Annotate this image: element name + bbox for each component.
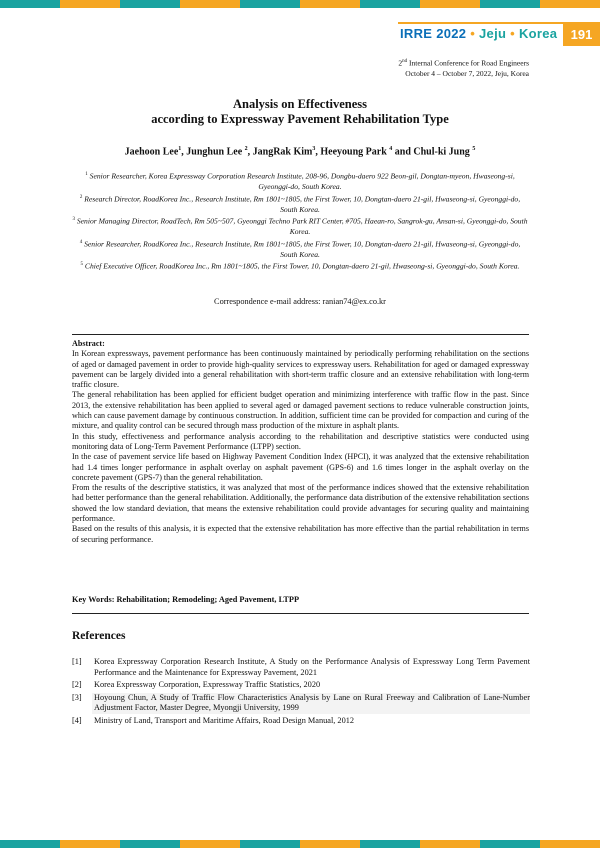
reference-text: Korea Expressway Corporation Research Institute, A Study on the Performance Analysis of Expressway Long Term Pavement Performance and the Maintenance for Expressway Pavement, 2021 [94, 657, 530, 677]
conference-year: 2022 [436, 26, 467, 41]
affiliation-text: Chief Executive Officer, RoadKorea Inc., Rm 1801~1805, the First Tower, 10, Dongtan-daero 21-gil, Hwaseong-si, Gyeonggi-do, South Korea. [83, 261, 520, 271]
stripe-segment [60, 840, 120, 848]
conference-place-2: Korea [518, 26, 558, 41]
abstract-paragraph: In the case of pavement service life based on Highway Pavement Condition Index (HPCI), it was analyzed that the extensive rehabilitation had 1.4 times longer performance in asphalt overlay on asphalt pavement (GPS-6) and 1.6 times longer in the asphalt overlay on the concrete pavement (GPS-7) than the general rehabilitation. [72, 452, 529, 482]
reference-item [72, 657, 530, 678]
affiliation-num: 4 [79, 239, 83, 245]
page-number: 191 [563, 22, 600, 46]
author-name: Heeyoung Park [320, 146, 390, 158]
reference-item [72, 680, 530, 691]
affiliation-num: 1 [85, 172, 88, 177]
stripe-segment [420, 840, 480, 848]
stripe-segment [120, 0, 180, 8]
stripe-segment [420, 0, 480, 8]
bottom-color-stripe [0, 840, 600, 848]
reference-text: Hoyoung Chun, A Study of Traffic Flow Characteristics Analysis by Lane on Rural Freeway and Calibration of Lane-Number Adjustment Factor, Master Degree, Myongji University, 1999 [94, 692, 530, 712]
reference-text: Ministry of Land, Transport and Maritime Affairs, Road Design Manual, 2012 [94, 715, 355, 725]
abstract [72, 339, 529, 545]
affiliation [72, 238, 528, 261]
stripe-segment [300, 0, 360, 8]
abstract-paragraph: In Korean expressways, pavement performance has been continuously maintained by periodically performing rehabilitation on the sections of aged or damaged pavement in order to provide high-quality services to expressway users. Rehabilitation for aged or damaged expressway pavement can be largely divided into a general rehabilitation with short-term traffic closure and an extensive rehabilitation with long-term traffic closure. [72, 349, 529, 390]
reference-text: Korea Expressway Corporation, Expressway Traffic Statistics, 2020 [94, 680, 321, 689]
reference-item [72, 693, 530, 714]
affiliation-list [72, 170, 528, 272]
author-name: JangRak Kim [252, 146, 313, 158]
reference-number: [1] [72, 657, 82, 666]
stripe-segment [480, 0, 540, 8]
conference-header [398, 57, 529, 79]
conference-logo [400, 26, 557, 41]
paper-title [60, 97, 540, 127]
conference-ordinal: 2 [398, 58, 403, 68]
stripe-segment [540, 840, 600, 848]
affiliation-text: Research Director, RoadKorea Inc., Research Institute, Rm 1801~1805, the First Tower, 10, Dongtan-daero 21-gil, Hwaseong-si, Gyeonggi-do, South Korea. [82, 194, 521, 214]
conference-ordinal-suffix: nd [402, 59, 408, 64]
author-name: Chul-ki Jung [413, 146, 473, 158]
affiliation [72, 215, 528, 238]
abstract-top-rule [72, 334, 529, 335]
stripe-segment [0, 840, 60, 848]
affiliation-text: Senior Managing Director, RoadTech, Rm 505~507, Gyeonggi Techno Park RIT Center, #705, Haean-ro, Sangrok-gu, Ansan-si, Gyeonggi-do, South Korea. [74, 216, 528, 237]
author-name: Jaehoon Lee [124, 146, 179, 158]
stripe-segment [0, 0, 60, 8]
affiliation [72, 260, 528, 272]
correspondence-email: Correspondence e-mail address: ranian74@ex.co.kr [214, 297, 386, 306]
author-name: Junghun Lee [186, 146, 245, 158]
conference-dates: October 4 – October 7, 2022, Jeju, Korea [405, 68, 529, 78]
affiliation-text: Senior Researcher, RoadKorea Inc., Research Institute, Rm 1801~1805, the First Tower, 10, Dongtan-daero 21-gil, Hwaseong-si, Gyeonggi-do, South Korea. [82, 239, 521, 259]
author-list: Jaehoon Lee$^1$, Junghun Lee $^2$, JangRak Kim$^3$, Heeyoung Park $^4$ and Chul-ki Jung $^5$ [124, 146, 476, 158]
keywords: Key Words: Rehabilitation; Remodeling; Aged Pavement, LTPP [72, 595, 300, 604]
stripe-segment [480, 840, 540, 848]
separator-dot-icon: • [510, 26, 516, 41]
author-sup: 4 [389, 146, 393, 152]
affiliation-text: Senior Researcher, Korea Expressway Corporation Research Institute, 208-96, Dongbu-daero 922 Beon-gil, Dongtan-myeon, Hwaseong-si, Gyeonggi-do, South Korea. [87, 171, 515, 192]
abstract-paragraph: Based on the results of this analysis, it is expected that the extensive rehabilitation has more effective than the partial rehabilitation in terms of securing performance. [72, 524, 529, 544]
stripe-segment [300, 840, 360, 848]
affiliation-num: 3 [72, 217, 75, 223]
author-sup: 1 [178, 146, 182, 152]
stripe-segment [180, 840, 240, 848]
abstract-bottom-rule [72, 613, 529, 614]
stripe-segment [540, 0, 600, 8]
paper-title-line-2: according to Expressway Pavement Rehabilitation Type [151, 112, 449, 126]
paper-title-line-1: Analysis on Effectiveness [232, 97, 368, 111]
author-sup: 2 [244, 146, 248, 152]
stripe-segment [360, 840, 420, 848]
affiliation-num: 2 [79, 194, 83, 200]
reference-number: [3] [72, 692, 82, 702]
references-heading: References [72, 630, 126, 642]
separator-dot-icon: • [470, 26, 476, 41]
stripe-segment [240, 0, 300, 8]
conference-logo-text: IRRE [400, 26, 433, 41]
reference-list [72, 657, 530, 728]
conference-name: Internal Conference for Road Engineers [407, 58, 529, 68]
affiliation [72, 170, 528, 193]
stripe-segment [120, 840, 180, 848]
stripe-segment [180, 0, 240, 8]
abstract-paragraph: In this study, effectiveness and performance analysis according to the rehabilitation and descriptive statistics were conducted using monitoring data of Long-Term Pavement Performance (LTPP) section. [72, 431, 529, 451]
stripe-segment [240, 840, 300, 848]
top-color-stripe [0, 0, 600, 8]
stripe-segment [360, 0, 420, 8]
header-accent-line [398, 22, 563, 24]
reference-item [72, 716, 530, 727]
conference-name-line [398, 57, 529, 69]
author-sup: 3 [312, 146, 316, 152]
abstract-heading: Abstract: [72, 339, 105, 348]
affiliation-num: 5 [80, 262, 84, 268]
abstract-paragraph: The general rehabilitation has been applied for efficient budget operation and minimizing interference with traffic flow in the past. Since 2013, the extensive rehabilitation has been applied to several aged or damaged pavement sections to reduce vulnerable construction joints, which can cause pavement damage by continuous construction. In addition, sufficient time can be provided for compaction and curing of the mixture, and quality control can be secured through mass production of the mixture in asphalt plants. [72, 390, 529, 431]
reference-number: [2] [72, 680, 82, 689]
abstract-paragraph: From the results of the descriptive statistics, it was analyzed that most of the performance indices showed that the extensive rehabilitation had better performance than the general rehabilitation. Additionally, the performance data distribution of the extensive rehabilitation sections showed the low standard deviation, that means the extensive rehabilitation could provide advantages for securing quality and maintaining performance. [72, 483, 529, 524]
stripe-segment [60, 0, 120, 8]
affiliation [72, 193, 528, 216]
author-sup: 5 [472, 146, 476, 152]
conference-place-1: Jeju [479, 26, 507, 41]
reference-number: [4] [72, 715, 82, 725]
